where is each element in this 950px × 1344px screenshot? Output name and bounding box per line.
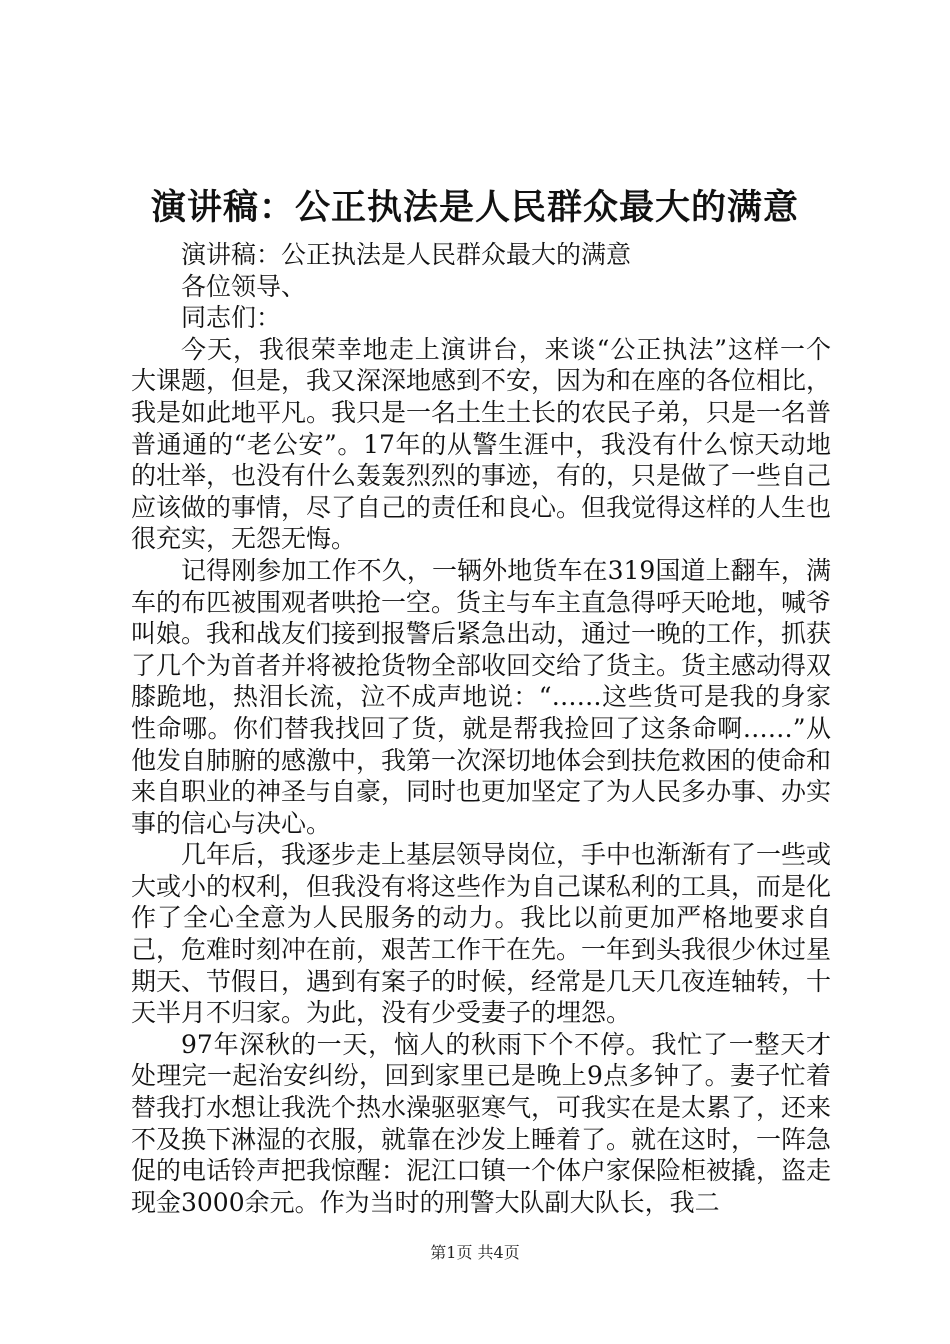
paragraph-subtitle: 演讲稿：公正执法是人民群众最大的满意 [181,240,632,269]
paragraph-story-3: 97年深秋的一天，恼人的秋雨下个不停。我忙了一整天才处理完一起治安纠纷，回到家里已是晚上9点多钟了。妻子忙着替我打水想让我洗个热水澡驱驱寒气，可我实在是太累了，还来不及换下淋湿的衣服，就靠在沙发上睡着了。就在这时，一阵急促的电话铃声把我惊醒：泥江口镇一个体户家保险柜被撬，盗走现金3000余元。作为当时的刑警大队副大队长，我二 [131,1029,832,1217]
page-footer: 第1页 共4页 [430,1243,520,1262]
paragraph-salutation-2: 同志们： [181,303,282,333]
document-title: 演讲稿：公正执法是人民群众最大的满意 [150,187,799,228]
paragraph-salutation-1: 各位领导、 [181,271,307,301]
document-body [131,239,831,1218]
paragraph-story-1: 记得刚参加工作不久，一辆外地货车在319国道上翻车，满车的布匹被围观者哄抢一空。货主与车主直急得呼天呛地，喊爷叫娘。我和战友们接到报警后紧急出动，通过一晚的工作，抓获了几个为首者并将被抢货物全部收回交给了货主。货主感动得双膝跪地，热泪长流，泣不成声地说：“……这些货可是我的身家性命哪。你们替我找回了货，就是帮我捡回了这条命啊……”从他发自肺腑的感激中，我第一次深切地体会到扶危救困的使命和来自职业的神圣与自豪，同时也更加坚定了为人民多办事、办实事的信心与决心。 [131,555,832,838]
paragraph-story-2: 几年后，我逐步走上基层领导岗位，手中也渐渐有了一些或大或小的权利，但我没有将这些作为自己谋私利的工具，而是化作了全心全意为人民服务的动力。我比以前更加严格地要求自己，危难时刻冲在前，艰苦工作干在先。一年到头我很少休过星期天、节假日，遇到有案子的时候，经常是几天几夜连轴转，十天半月不归家。为此，没有少受妻子的埋怨。 [131,840,832,1028]
paragraph-intro: 今天，我很荣幸地走上演讲台，来谈“公正执法”这样一个大课题，但是，我又深深地感到不安，因为和在座的各位相比，我是如此地平凡。我只是一名土生土长的农民子弟，只是一名普普通通的“老公安”。17年的从警生涯中，我没有什么惊天动地的壮举，也没有什么轰轰烈烈的事迹，有的，只是做了一些自己应该做的事情，尽了自己的责任和良心。但我觉得这样的人生也很充实，无怨无悔。 [131,334,832,554]
